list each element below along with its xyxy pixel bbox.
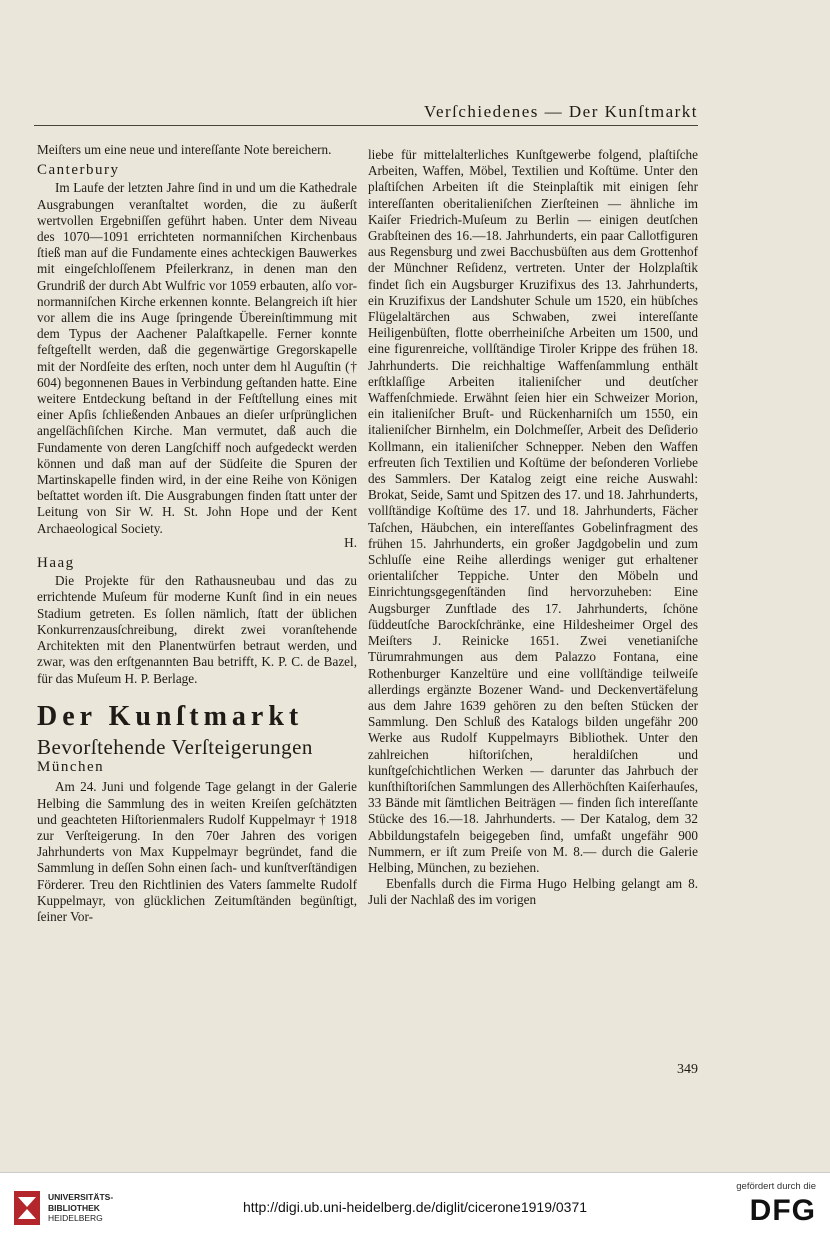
helbing-paragraph: Ebenfalls durch die Firma Hugo Helbing gelangt am 8. Juli der Nachlaß des im vorigen (368, 876, 698, 908)
haag-heading: Haag (37, 555, 75, 572)
haag-paragraph: Die Projekte für den Rathausneubau und das zu errichtende Muſeum für moderne Kunſt ſind in ein neues Stadium getreten. Es ſollen nämlich, ſtatt der üblichen Konkurrenzausſchreibung, direkt zwei voranſtehende Architekten mit den Planentwürfen betraut werden, und zwar, was den erſtgenannten Bau betrifft, K. P. C. de Bazel, für das Muſeum H. P. Berlage. (37, 573, 357, 686)
canterbury-paragraph: Im Laufe der letzten Jahre ſind in und um die Kathedrale Ausgrabungen veranſtaltet worden, die zu äußerſt wertvollen Ergebniſſen geführt haben. Unter dem Niveau des 1070—1091 errichteten normanniſchen Kirchenbaus ſtieß man auf die Fundamente eines achteckigen Bauwerkes mit eingeſchloſſenem Pfeilerkranz, in denen man den Grundriß der durch Abt Wulfric vor 1059 erbauten, alſo vor-normanniſchen Kirche erkennen konnte. Belangreich iſt hier vor allem die ins Auge ſpringende Übereinſtimmung mit dem Typus der Aachener Palaſtkapelle. Ferner konnte feſtgeſtellt werden, daß die gegenwärtige Gregorskapelle mit der Nordſeite des erſten, noch unter dem hl Auguſtin († 604) begonnenen Baues in Verbindung geſtanden hatte. Eine weitere Entdeckung beſtand in der Feſtſtellung eines mit einer Apſis ſchließenden Anbaues an dieſer urſprünglichen angelſächſiſchen Kirche. Man vermutet, daß auch die Fundamente von deren Langſchiff noch aufgedeckt werden können und daß man auf der Südſeite die Spuren der Martinskapelle finden wird, in der eine Reihe von Königen beſtattet worden iſt. Die Ausgrabungen finden ſtatt unter der Leitung von Sir W. H. St. John Hope und der Kent Archaeological Society. (37, 180, 357, 536)
running-head: Verſchiedenes — Der Kunſtmarkt (424, 102, 698, 121)
collection-paragraph: liebe für mittelalterliches Kunſtgewerbe folgend, plaſtiſche Arbeiten, Waffen, Möbel, Textilien und Koſtüme. Unter den plaſtiſchen Arbeiten iſt die Steinplaſtik mit einigen ſehr intereſſanten oberitalieniſchen Zierſteinen — ähnliche im Kaiſer Friedrich-Muſeum zu Berlin — einigen deutſchen Grabſteinen des 16.—18. Jahrhunderts, ein paar Callotfiguren aus Regensburg und zwei Bacchusbüſten aus dem Grottenhof der Münchner Reſidenz, vertreten. Unter der Holzplaſtik findet ſich ein Augsburger Kruzifixus des 13. Jahrhunderts, ein Kruzifixus der Landshuter Schule um 1520, ein hübſches Flügelaltärchen aus Schwaben, zwei intereſſante Heiligenbüſten, flotte oberrheiniſche Arbeiten um 1500, und eine figurenreiche, vollſtändige Tiroler Krippe des frühen 18. Jahrhunderts. Die reichhaltige Waffenſammlung enthält erſtklaſſige Arbeiten italieniſcher und deutſcher Waffenſchmiede. Erwähnt ſeien hier ein Schweizer Morion, ein italieniſcher Bruſt- und Rückenharniſch um 1550, ein italieniſcher Birnhelm, ein Dolchmeſſer, Arbeit des Deſiderio Kollmann, ein italieniſcher Schnepper. Neben den Waffen erfreuten ſich Textilien und Koſtüme der beſonderen Vorliebe des Sammlers. Der Katalog zeigt eine reiche Auswahl: Brokat, Seide, Samt und Spitzen des 17. und 18. Jahrhunderts, vollſtändige Koſtüme des 17. und 18. Jahrhunderts, Fächer Taſchen, Häubchen, ein intereſſantes Gobelinfragment des frühen 15. Jahrhunderts, ein großer Jagdgobelin und zum Schluſſe eine Reihe allerdings weniger gut erhaltener orientaliſcher Teppiche. Unter den Möbeln und Einrichtungsgegenſtänden ſind hervorzuheben: Eine Augsburger Zunftlade des 17. Jahrhunderts, ſchöne ſüddeutſche Barockſchränke, eine Hildesheimer Orgel des Meiſters J. Reinicke 1651. Zwei venetianiſche Türumrahmungen aus dem Palazzo Fontana, eine Rothenburger Kanzeltüre und eine vollſtändige teilweiſe allerdings ergänzte Bozener Wand- und Deckenvertäfelung aus dem Jahre 1639 gehören zu den beſten Stücken der Sammlung. Den Schluß des Katalogs bilden ungefähr 200 Werke aus Rudolf Kuppelmayrs Bibliothek. Unter den zahlreichen hiſtoriſchen, heraldiſchen und kunſtgeſchichtlichen Werken — darunter das Jahrbuch der kunſthiſtoriſchen Sammlungen des Allerhöchſten Kaiſerhauſes, 33 Bände mit ſämtlichen Beiträgen — finden ſich intereſſante Stücke des 16.—18. Jahrhunderts. — Der Katalog, dem 32 Abbildungstafeln beigegeben ſind, umfaßt ungefähr 900 Nummern, er iſt zum Preiſe von M. 8.— durch die Galerie Helbing, München, zu beziehen. (368, 147, 698, 875)
dfg-wordmark: DFG (749, 1194, 816, 1227)
canterbury-signature: H. (344, 534, 357, 550)
viewer-footer (0, 1172, 830, 1245)
permalink-url[interactable]: http://digi.ub.uni-heidelberg.de/diglit/cicerone1919/0371 (242, 1199, 588, 1215)
auction-section-title: Bevorſtehende Verſteigerungen (37, 734, 313, 759)
left-column (37, 142, 357, 925)
right-column (368, 147, 698, 909)
logo-line-2: BIBLIOTHEK (48, 1202, 100, 1213)
dfg-logo[interactable] (716, 1181, 816, 1228)
logo-line-1: UNIVERSITÄTS- (48, 1192, 114, 1202)
header-rule (34, 125, 698, 126)
logo-line-3: HEIDELBERG (48, 1213, 103, 1223)
kunstmarkt-title: Der Kunſtmarkt (37, 700, 304, 732)
muenchen-paragraph: Am 24. Juni und folgende Tage gelangt in der Galerie Helbing die Sammlung des in weiten Kreiſen geſchätzten und geachteten Hiſtorienmalers Rudolf Kuppelmayr † 1918 zur Verſteigerung. In den 70er Jahren des vorigen Jahrhunderts von Max Kuppelmayr begründet, fand die Sammlung in deſſen Sohn einen ſach- und kunſtverſtändigen Förderer. Treu den Richtlinien des Vaters ſammelte Rudolf Kuppelmayr, von glücklichen Zeitumſtänden begünſtigt, ſeiner Vor- (37, 779, 357, 924)
intro-paragraph: Meiſters um eine neue und intereſſante Note bereichern. (37, 142, 332, 157)
funded-by-label: gefördert durch die (736, 1181, 816, 1192)
page-number: 349 (677, 1062, 698, 1077)
muenchen-heading: München (37, 759, 105, 776)
canterbury-heading: Canterbury (37, 162, 120, 179)
